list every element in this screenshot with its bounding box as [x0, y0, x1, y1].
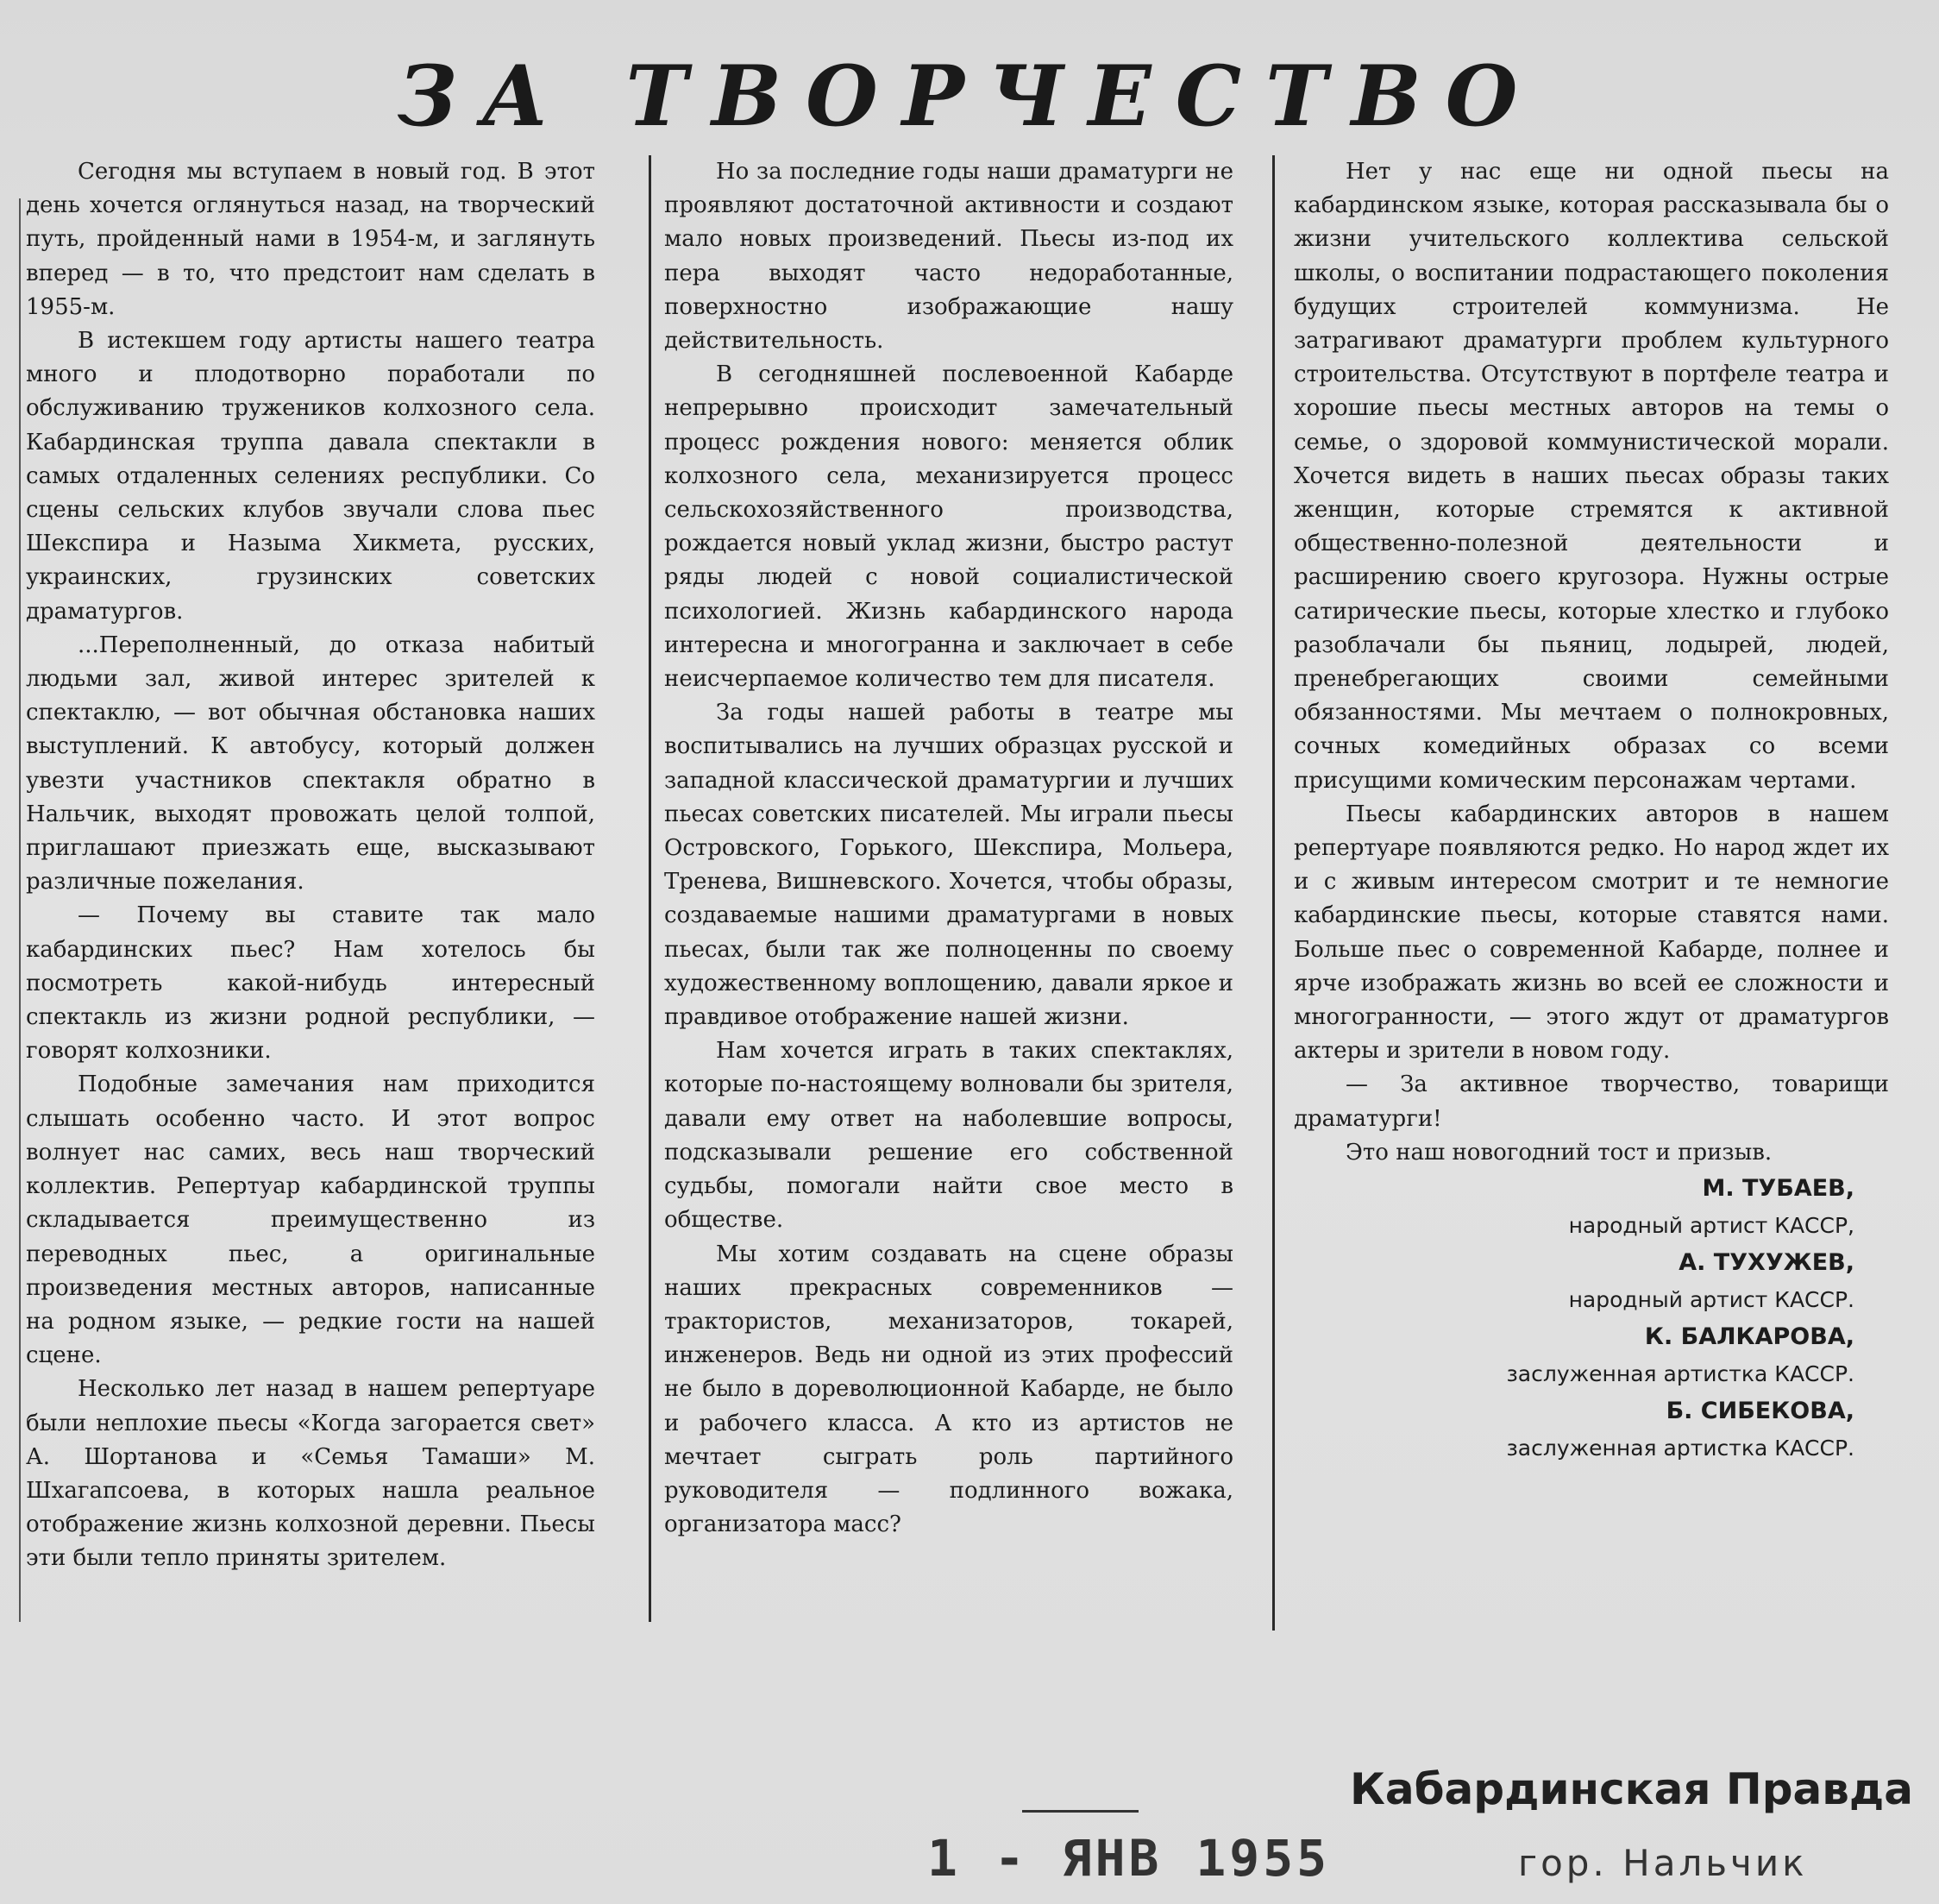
paragraph: В сегодняшней послевоенной Кабарде непрерывно происходит замечательный процесс рождения нового: меняется облик колхозного села, механизируется процесс сельскохозяйственного производства, рождается новый уклад жизни, быстро растут ряды людей с новой социалистической психологией. Жизнь кабардинского народа интересна и многогранна и заключает в себе неисчерпаемое количество тем для писателя.: [664, 361, 1233, 693]
article-column-1: [26, 155, 595, 1576]
paragraph: — Почему вы ставите так мало кабардинских пьес? Нам хотелось бы посмотреть какой-нибудь интересный спектакль из жизни родной республики, — говорят колхозники.: [26, 902, 595, 1065]
signature-name: Б. СИБЕКОВА,: [1666, 1398, 1854, 1425]
article-column-3: [1294, 155, 1889, 1467]
paragraph: — За активное творчество, товарищи драматурги!: [1294, 1071, 1889, 1132]
column-divider-2: [1272, 155, 1275, 1631]
paragraph: Нет у нас еще ни одной пьесы на кабардинском языке, которая рассказывала бы о жизни учительского коллектива сельской школы, о воспитании подрастающего поколения будущих строителей коммунизма. Не затрагивают драматурги проблем культурного строительства. Отсутствуют в портфеле театра и хорошие пьесы местных авторов на темы о семье, о здоровой коммунистической морали. Хочется видеть в наших пьесах образы таких женщин, которые стремятся к активной общественно-полезной деятельности и расширению своего кругозора. Нужны острые сатирические пьесы, которые хлестко и глубоко разоблачали бы пьяниц, лодырей, людей, пренебрегающих своими семейными обязанностями. Мы мечтаем о полнокровных, сочных комедийных образах со всеми присущими комическим персонажам чертами.: [1294, 159, 1889, 794]
signatures: [1294, 1170, 1854, 1467]
paragraph: Несколько лет назад в нашем репертуаре были неплохие пьесы «Когда загорается свет» А. Шортанова и «Семья Тамаши» М. Шхагапсоева, в которых нашла реальное отображение жизнь колхозной деревни. Пьесы эти были тепло приняты зрителем.: [26, 1376, 595, 1572]
column-divider-1: [649, 155, 651, 1622]
paragraph: Нам хочется играть в таких спектаклях, которые по-настоящему волновали бы зрителя, давали ему ответ на наболевшие вопросы, подсказывали решение его собственной судьбы, помогали найти свое место в обществе.: [664, 1038, 1233, 1234]
signature-name: А. ТУХУЖЕВ,: [1679, 1249, 1854, 1277]
newspaper-city: гор. Нальчик: [1518, 1842, 1808, 1884]
paragraph: Подобные замечания нам приходится слышать особенно часто. И этот вопрос волнует нас самих, весь наш творческий коллектив. Репертуар кабардинской труппы складывается преимущественно из переводных пьес, а оригинальные произведения местных авторов, написанные на родном языке, — редкие гости на нашей сцене.: [26, 1071, 595, 1369]
signature-role: заслуженная артистка КАССР.: [1506, 1436, 1854, 1461]
article-title: ЗА ТВОРЧЕСТВО: [397, 47, 1542, 145]
paragraph: Сегодня мы вступаем в новый год. В этот день хочется оглянуться назад, на творческий путь, пройденный нами в 1954-м, и заглянуть вперед — в то, что предстоит нам сделать в 1955-м.: [26, 159, 595, 320]
paragraph: Пьесы кабардинских авторов в нашем репертуаре появляются редко. Но народ ждет их и с живым интересом смотрит и те немногие кабардинские пьесы, которые ставятся нами. Больше пьес о современной Кабарде, полнее и ярче изображать жизнь во всей ее сложности и многогранности, — этого ждут от драматургов актеры и зрители в новом году.: [1294, 801, 1889, 1065]
article-column-2: [664, 155, 1233, 1542]
signature-role: народный артист КАССР,: [1568, 1213, 1854, 1239]
paragraph: Это наш новогодний тост и призыв.: [1346, 1139, 1773, 1166]
stamp-line: [1022, 1810, 1139, 1813]
paragraph: В истекшем году артисты нашего театра много и плодотворно поработали по обслуживанию тружеников колхозного села. Кабардинская труппа давала спектакли в самых отдаленных селениях республики. Со сцены сельских клубов звучали слова пьес Шекспира и Назыма Хикмета, русских, украинских, грузинских советских драматургов.: [26, 328, 595, 625]
paragraph: За годы нашей работы в театре мы воспитывались на лучших образцах русской и западной классической драматургии и лучших пьесах советских писателей. Мы играли пьесы Островского, Горького, Шекспира, Мольера, Тренева, Вишневского. Хочется, чтобы образы, создаваемые нашими драматургами в новых пьесах, были так же полноценны по своему художественному воплощению, давали яркое и правдивое отображение нашей жизни.: [664, 700, 1233, 1031]
left-edge-rule: [19, 198, 21, 1622]
signature-name: М. ТУБАЕВ,: [1702, 1175, 1854, 1203]
date-stamp: 1 - ЯНВ 1955: [927, 1829, 1331, 1888]
newspaper-name: Кабардинская Правда: [1350, 1764, 1913, 1814]
signature-role: заслуженная артистка КАССР.: [1506, 1361, 1854, 1387]
signature-name: К. БАЛКАРОВА,: [1644, 1323, 1854, 1351]
paragraph: Но за последние годы наши драматурги не проявляют достаточной активности и создают мало новых произведений. Пьесы из-под их пера выходят часто недоработанные, поверхностно изображающие нашу действительность.: [664, 159, 1233, 355]
paragraph: ...Переполненный, до отказа набитый людьми зал, живой интерес зрителей к спектаклю, — вот обычная обстановка наших выступлений. К автобусу, который должен увезти участников спектакля обратно в Нальчик, выходят провожать целой толпой, приглашают приезжать еще, высказывают различные пожелания.: [26, 632, 595, 895]
signature-role: народный артист КАССР.: [1568, 1287, 1854, 1313]
paragraph: Мы хотим создавать на сцене образы наших прекрасных современников — трактористов, механизаторов, токарей, инженеров. Ведь ни одной из этих профессий не было в дореволюционной Кабарде, не было и рабочего класса. А кто из артистов не мечтает сыграть роль партийного руководителя — подлинного вожака, организатора масс?: [664, 1241, 1233, 1538]
